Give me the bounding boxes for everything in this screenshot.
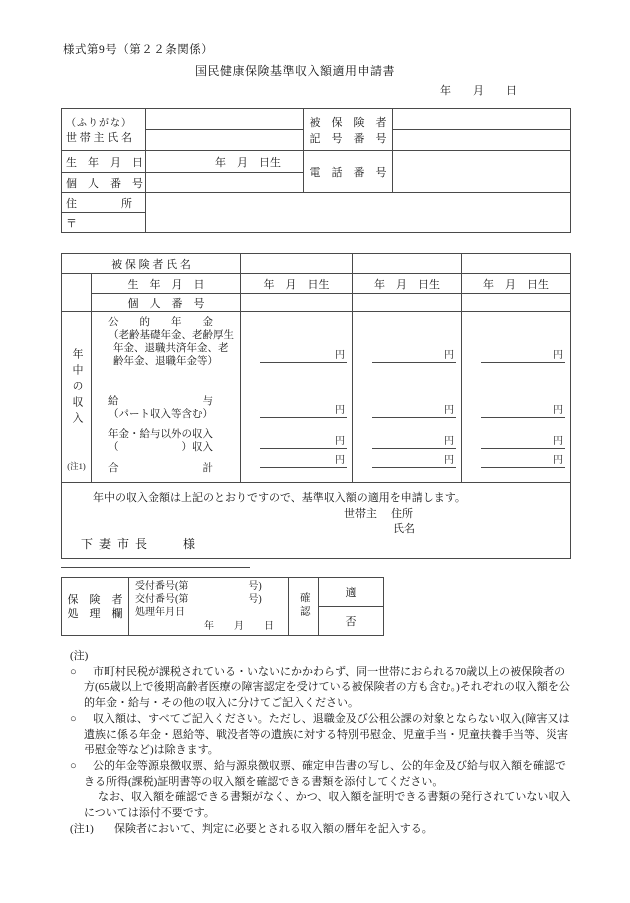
- declaration-text: 年中の収入金額は上記のとおりですので、基準収入額の適用を申請します。: [93, 492, 466, 504]
- householder-word: 世帯主: [344, 508, 377, 520]
- insured-label-line2: 記 号 番 号: [309, 132, 387, 145]
- other-amount-field-3[interactable]: [481, 435, 565, 449]
- salary-amount-field-2[interactable]: [372, 404, 456, 418]
- yen-unit: 円: [335, 436, 345, 447]
- applicant-table: [61, 108, 571, 233]
- note-text: なお、収入額を確認できる書類がなく、かつ、収入額を証明できる書類の発行されていない収入については添付不要です。: [84, 791, 571, 820]
- pension-amount-field-1[interactable]: [260, 349, 347, 363]
- total-amount-field-3[interactable]: [481, 454, 565, 468]
- phone-label: 電 話 番 号: [304, 151, 393, 193]
- yearly-income-side-cell: [62, 312, 92, 483]
- birthdate-field-3[interactable]: 年 月 日生: [462, 274, 571, 294]
- mayor-name: 下妻市長: [81, 537, 154, 551]
- personal-number-label: 個 人 番 号: [62, 173, 146, 193]
- total-amount-field-1[interactable]: [260, 454, 347, 468]
- other-income-label: 年金・給与以外の収入: [108, 429, 213, 440]
- other-amount-field-2[interactable]: [372, 435, 456, 449]
- phone-field[interactable]: [393, 151, 571, 193]
- yen-unit: 円: [335, 405, 345, 416]
- yearly-income-label: 年中の収入: [71, 348, 83, 428]
- note-text: 収入額は、すべてご記入ください。ただし、退職金及び公租公課の対象とならない収入(障害又は遺族に係る年金・恩給等、戦没者等の遺族に対する特別弔慰金、児童手当・児童扶養手当等、災害弔慰金等など)は除きます。: [84, 712, 570, 757]
- insurer-processing-table: [61, 577, 384, 636]
- salary-amount-field-1[interactable]: [260, 404, 347, 418]
- insurer-label-line2: 処 理 欄: [67, 607, 123, 620]
- income-row-labels: [92, 312, 241, 483]
- pension-amount-field-3[interactable]: [481, 349, 565, 363]
- yen-unit: 円: [335, 455, 345, 466]
- yen-unit: 円: [444, 405, 454, 416]
- other-income-label-block: [108, 426, 232, 456]
- insured-name-field-1[interactable]: [241, 254, 353, 274]
- total-label-block: [108, 456, 232, 482]
- signature-address-label[interactable]: 住所: [391, 508, 413, 520]
- pension-amount-field-2[interactable]: [372, 349, 456, 363]
- signature-name-label[interactable]: 氏名: [393, 523, 415, 535]
- birthdate-label: 生 年 月 日: [62, 151, 146, 173]
- insured-name-field-2[interactable]: [353, 254, 462, 274]
- yen-unit: 円: [444, 455, 454, 466]
- honorific: 様: [183, 537, 196, 551]
- note-bullet: (注1): [70, 822, 94, 835]
- personal-number-field-1[interactable]: [241, 294, 353, 312]
- application-date-line[interactable]: 年 月 日: [440, 85, 517, 97]
- addressee-line: [81, 535, 195, 552]
- yen-unit: 円: [335, 350, 345, 361]
- insured-number-label-cell: [304, 109, 393, 151]
- processing-fields-cell: [129, 578, 289, 636]
- address-label: 住 所: [62, 193, 146, 213]
- declaration-cell: [62, 483, 571, 559]
- insured-label-line1: 被 保 険 者: [309, 116, 387, 129]
- note-item: [63, 759, 575, 790]
- salary-amount-field-3[interactable]: [481, 404, 565, 418]
- side-note-ref: (注1): [67, 461, 86, 471]
- income-values-person-1: [241, 312, 353, 483]
- personal-number-field-2[interactable]: [353, 294, 462, 312]
- postal-code-cell[interactable]: [62, 213, 146, 233]
- insured-name-field-3[interactable]: [462, 254, 571, 274]
- birthdate-field[interactable]: 年 月 日生: [146, 151, 304, 173]
- note-item: [63, 665, 575, 712]
- note-item: [63, 790, 575, 821]
- processing-date-label: 処理年月日: [135, 607, 185, 619]
- pension-label-block: [108, 312, 232, 391]
- note-bullet: ○: [70, 712, 77, 725]
- pension-label: 公 的 年 金: [108, 317, 213, 328]
- income-values-person-2: [353, 312, 462, 483]
- note-bullet: [70, 790, 84, 821]
- personal-number-label-2: 個 人 番 号: [92, 294, 241, 312]
- confirm-label: 確認: [298, 591, 310, 619]
- form-title: 国民健康保険基準収入額適用申請書: [194, 64, 395, 78]
- yen-unit: 円: [553, 350, 563, 361]
- other-amount-field-1[interactable]: [260, 435, 347, 449]
- salary-label-block: [108, 391, 232, 426]
- salary-label: 給 与: [108, 396, 213, 407]
- personal-number-field[interactable]: [146, 173, 304, 193]
- total-amount-field-2[interactable]: [372, 454, 456, 468]
- pension-sublabel: （老齢基礎年金、老齢厚生年金、退職共済年金、老齢年金、退職年金等）: [108, 330, 234, 367]
- yen-unit: 円: [553, 455, 563, 466]
- insurer-section-label: [62, 578, 129, 636]
- reject-option[interactable]: 否: [319, 607, 384, 636]
- insurer-label-line1: 保 険 者: [67, 593, 123, 606]
- yen-unit: 円: [444, 350, 454, 361]
- note-text: 保険者において、判定に必要とされる収入額の暦年を記入する。: [114, 822, 433, 835]
- householder-name-label-cell: [62, 109, 146, 151]
- note-item: [63, 822, 575, 838]
- yen-unit: 円: [553, 405, 563, 416]
- note-item: [63, 712, 575, 759]
- householder-signature-row: [344, 505, 413, 521]
- householder-name-field[interactable]: [146, 130, 304, 151]
- birthdate-field-2[interactable]: 年 月 日生: [353, 274, 462, 294]
- insured-number-field-1[interactable]: [393, 109, 571, 130]
- personal-number-field-3[interactable]: [462, 294, 571, 312]
- yen-unit: 円: [553, 436, 563, 447]
- birthdate-field-1[interactable]: 年 月 日生: [241, 274, 353, 294]
- insured-number-field-2[interactable]: [393, 130, 571, 151]
- income-values-person-3: [462, 312, 571, 483]
- form-code: 様式第9号（第２２条関係）: [63, 44, 214, 56]
- birthdate-label-2: 生 年 月 日: [92, 274, 241, 294]
- furigana-label: （ふりがな）: [66, 118, 132, 129]
- other-income-sublabel: （ ）収入: [108, 442, 213, 453]
- salary-sublabel: （パート収入等含む）: [108, 409, 213, 420]
- address-field[interactable]: [146, 193, 571, 233]
- furigana-field[interactable]: [146, 109, 304, 130]
- notes-section: [63, 649, 575, 837]
- income-table: [61, 253, 571, 559]
- side-spacer: [62, 274, 92, 312]
- householder-label: 世 帯 主 氏 名: [66, 132, 132, 144]
- total-label: 合 計: [108, 463, 213, 474]
- note-text: 公的年金等源泉徴収票、給与源泉徴収票、確定申告書の写し、公的年金及び給与収入額を確認できる所得(課税)証明書等の収入額を確認できる書類を添付してください。: [84, 759, 566, 788]
- processing-date-field[interactable]: 年 月 日: [204, 620, 274, 632]
- notes-heading: (注): [70, 650, 89, 662]
- postal-mark: 〒: [66, 217, 77, 230]
- receipt-number-line[interactable]: 受付番号(第 号): [135, 581, 262, 592]
- note-bullet: ○: [70, 665, 77, 678]
- approve-option[interactable]: 適: [319, 578, 384, 607]
- insured-name-label: 被 保 険 者 氏 名: [62, 254, 241, 274]
- yen-unit: 円: [444, 436, 454, 447]
- issue-number-line[interactable]: 交付番号(第 号): [135, 594, 262, 606]
- note-text: 市町村民税が課税されている・いないにかかわらず、同一世帯におられる70歳以上の被保険者の方(65歳以上で後期高齢者医療の障害認定を受けている被保険者の方も含む。)それぞれの収入額を公的年金・給与・その他の収入に分けてご記入ください。: [84, 665, 570, 710]
- confirm-label-cell: [289, 578, 319, 636]
- divider-rule: [61, 567, 250, 568]
- note-bullet: ○: [70, 759, 77, 772]
